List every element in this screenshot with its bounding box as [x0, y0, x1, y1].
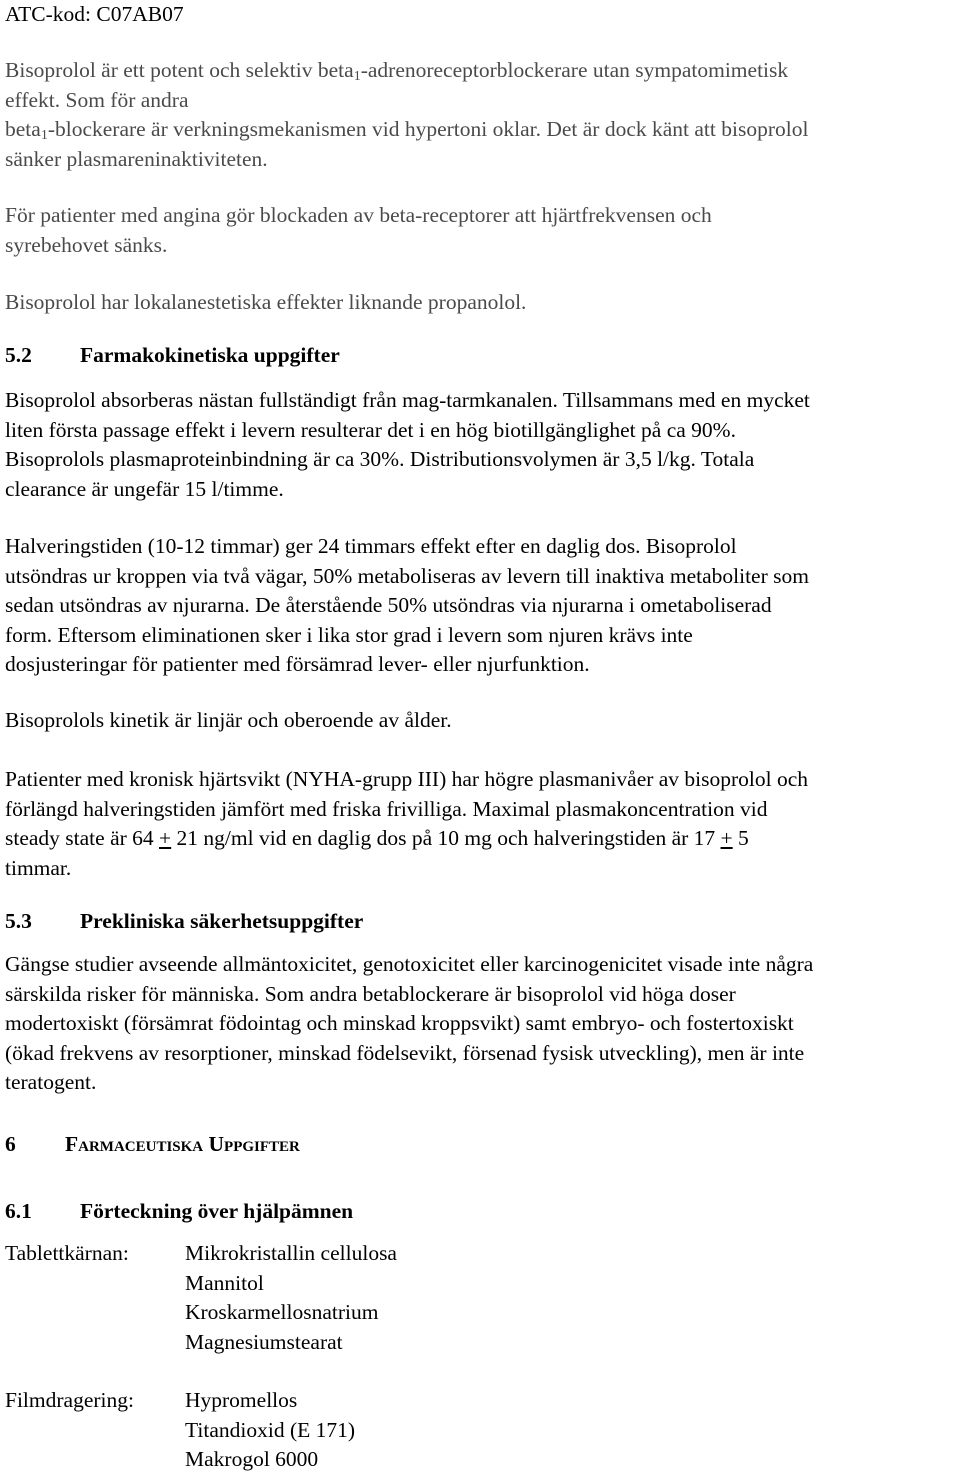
- pharmacodynamics-paragraph-2: [5, 201, 960, 260]
- text-line: syrebehovet sänks.: [5, 232, 168, 257]
- preclinical-paragraph: [5, 950, 960, 1098]
- text-line: timmar.: [5, 855, 72, 880]
- section-heading-5-2: [5, 341, 340, 371]
- text-line: Bisoprolols plasmaproteinbindning är ca 30%. Distributionsvolymen är 3,5 l/kg. Totala: [5, 447, 755, 471]
- text-line: beta$_1$-blockerare är verkningsmekanismen vid hypertoni oklar. Det är dock känt att bisoprolol: [5, 117, 809, 143]
- list-item: Makrogol 6000: [185, 1447, 319, 1471]
- text-line: teratogent.: [5, 1070, 97, 1094]
- section-title: Prekliniska säkerhetsuppgifter: [80, 909, 364, 933]
- atc-code: [5, 0, 184, 30]
- pharmacokinetics-paragraph-1: [5, 386, 960, 504]
- excipient-group-label: Filmdragering:: [5, 1388, 134, 1412]
- pharmacodynamics-paragraph-1: [5, 56, 960, 174]
- section-title: Farmakokinetiska uppgifter: [80, 343, 340, 367]
- text-line: steady state är 64 + 21 ng/ml vid en daglig dos på 10 mg och halveringstiden är 17 + 5: [5, 826, 749, 850]
- atc-code-text: ATC-kod: C07AB07: [5, 2, 184, 26]
- text-line: (ökad frekvens av resorptioner, minskad födelsevikt, försenad fysisk utveckling), men är inte: [5, 1040, 805, 1065]
- section-heading-6: [5, 1130, 300, 1160]
- text-line: förlängd halveringstiden jämfört med friska frivilliga. Maximal plasmakoncentration vid: [5, 796, 768, 821]
- excipient-list: [185, 1386, 355, 1475]
- excipient-list: [185, 1239, 397, 1357]
- text-line: sänker plasmareninaktiviteten.: [5, 146, 268, 171]
- list-item: Magnesiumstearat: [185, 1329, 343, 1354]
- section-heading-5-3: [5, 907, 363, 937]
- pharmacokinetics-paragraph-3: Bisoprolols kinetik är linjär och oberoende av ålder.: [5, 708, 452, 732]
- text-line: clearance är ungefär 15 l/timme.: [5, 476, 284, 501]
- text-line: Bisoprolol är ett potent och selektiv beta$_1$-adrenoreceptorblockerare utan sympatomimetisk: [5, 58, 789, 84]
- list-item: Titandioxid (E 171): [185, 1417, 356, 1442]
- plus-minus-sign: +: [720, 826, 733, 850]
- text-line: liten första passage effekt i levern resulterar det i en hög biotillgänglighet på ca 90%.: [5, 417, 736, 442]
- pharmacokinetics-paragraph-4: [5, 765, 960, 883]
- pharmacokinetics-paragraph-2: [5, 532, 960, 680]
- text-line: För patienter med angina gör blockaden av beta-receptorer att hjärtfrekvensen och: [5, 203, 712, 227]
- section-number: 6: [5, 1132, 16, 1156]
- text-line: särskilda risker för människa. Som andra betablockerare är bisoprolol vid höga doser: [5, 981, 736, 1006]
- section-number: 5.3: [5, 909, 32, 933]
- text-line: Patienter med kronisk hjärtsvikt (NYHA-grupp III) har högre plasmanivåer av bisoprolol och: [5, 767, 809, 791]
- section-title: Förteckning över hjälpämnen: [80, 1199, 354, 1223]
- section-number: 6.1: [5, 1199, 32, 1223]
- text-line: sedan utsöndras av njurarna. De återstående 50% utsöndras via njurarna i ometaboliserad: [5, 593, 772, 617]
- excipient-group-label: Tablettkärnan:: [5, 1241, 129, 1265]
- list-item: Hypromellos: [185, 1388, 298, 1412]
- section-title: Farmaceutiska Uppgifter: [65, 1132, 300, 1156]
- section-heading-6-1: [5, 1197, 353, 1227]
- list-item: Kroskarmellosnatrium: [185, 1300, 379, 1324]
- text-line: form. Eftersom eliminationen sker i lika stor grad i levern som njuren krävs inte: [5, 622, 693, 647]
- section-number: 5.2: [5, 343, 32, 367]
- plus-minus-sign: +: [159, 826, 172, 850]
- list-item: Mannitol: [185, 1270, 264, 1295]
- text-line: Halveringstiden (10-12 timmar) ger 24 timmars effekt efter en daglig dos. Bisoprolol: [5, 534, 737, 558]
- text-line: utsöndras ur kroppen via två vägar, 50% metaboliseras av levern till inaktiva metaboliter som: [5, 563, 809, 588]
- pharmacodynamics-paragraph-3: Bisoprolol har lokalanestetiska effekter liknande propanolol.: [5, 290, 527, 314]
- text-line: Gängse studier avseende allmäntoxicitet, genotoxicitet eller karcinogenicitet visade inte några: [5, 952, 814, 976]
- text-line: Bisoprolol absorberas nästan fullständigt från mag-tarmkanalen. Tillsammans med en mycket: [5, 388, 810, 412]
- text-line: dosjusteringar för patienter med försämrad lever- eller njurfunktion.: [5, 652, 590, 676]
- text-line: effekt. Som för andra: [5, 87, 189, 112]
- list-item: Mikrokristallin cellulosa: [185, 1241, 397, 1265]
- text-line: modertoxiskt (försämrat födointag och minskad kroppsvikt) samt embryo- och fostertoxiskt: [5, 1011, 794, 1035]
